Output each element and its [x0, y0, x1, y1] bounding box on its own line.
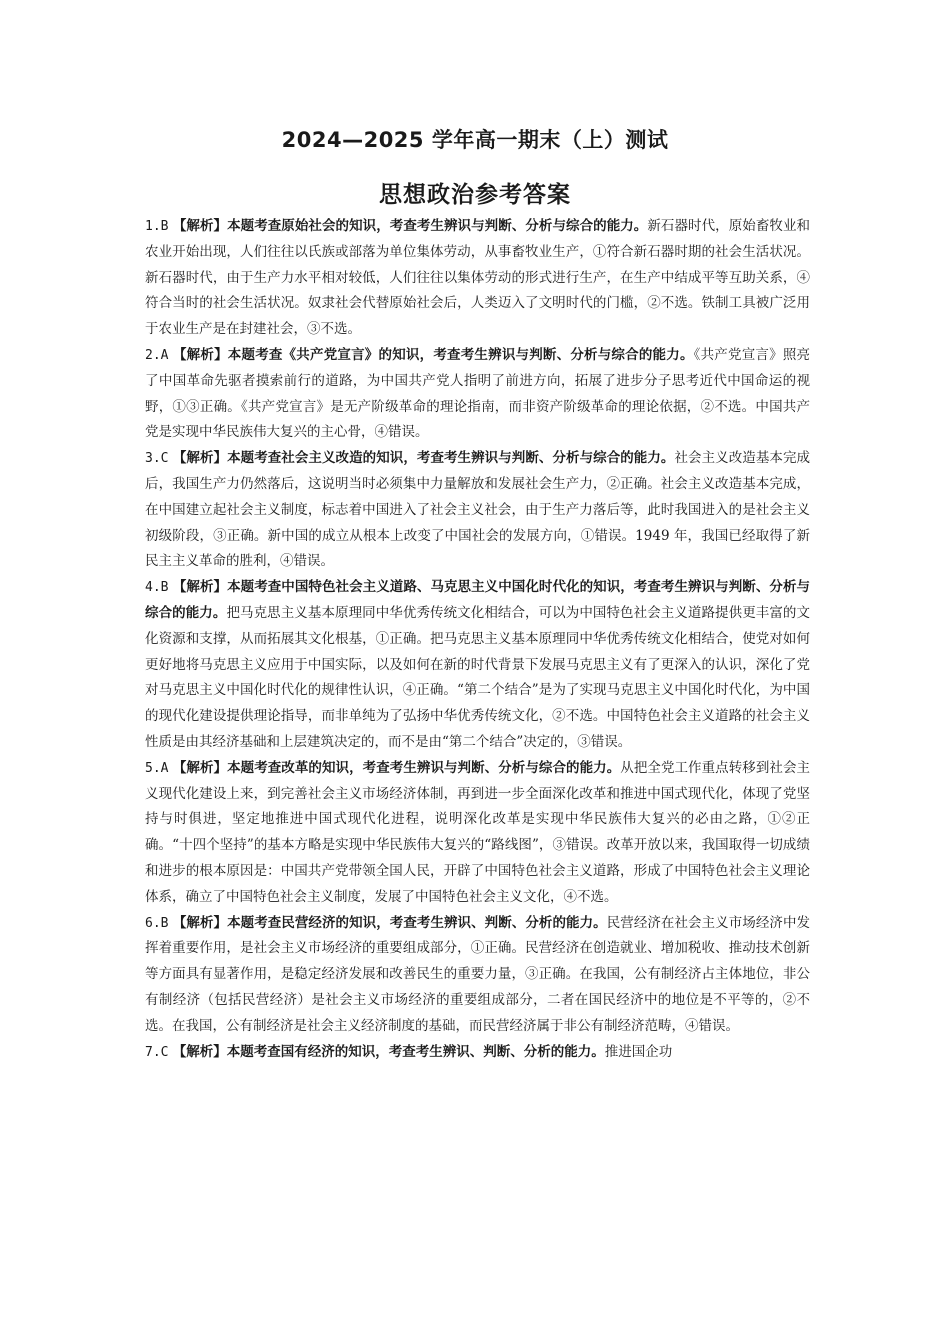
analysis-tag: 【解析】	[172, 914, 228, 931]
analysis-body: 推进国企功	[604, 1043, 673, 1060]
analysis-lead: 本题考查社会主义改造的知识，考查考生辨识与判断、分析与综合的能力。	[227, 450, 675, 467]
analysis-body: 社会主义改造基本完成后，我国生产力仍然落后，这说明当时必须集中力量解放和发展社会生产力，②正确。社会主义改造基本完成，在中国建立起社会主义制度，标志着中国进入了社会主义社会，由于生产力落后等，此时我国进入的是社会主义初级阶段，③正确。新中国的成立从根本上改变了中国社会的发展方向，①错误。1949 年，我国已经取得了新民主主义革命的胜利，④错误。	[145, 450, 811, 570]
analysis-tag: 【解析】	[172, 346, 228, 363]
analysis-body: 《共产党宣言》照亮了中国革命先驱者摸索前行的道路，为中国共产党人指明了前进方向，拓展了进步分子思考近代中国命运的视野，①③正确。《共产党宣言》是无产阶级革命的理论指南，而非资产阶级革命的理论依据，②不选。中国共产党是实现中华民族伟大复兴的主心骨，④错误。	[145, 346, 811, 441]
answer-item-6	[145, 911, 810, 1040]
answer-list	[145, 214, 810, 1065]
analysis-lead: 本题考查改革的知识，考查考生辨识与判断、分析与综合的能力。	[227, 759, 621, 776]
answer-item-2	[145, 343, 810, 446]
page-title: 2024—2025 学年高一期末（上）测试	[281, 128, 669, 152]
analysis-tag: 【解析】	[172, 759, 228, 776]
analysis-lead: 本题考查《共产党宣言》的知识，考查考生辨识与判断、分析与综合的能力。	[227, 346, 694, 363]
analysis-body: 把马克思主义基本原理同中华优秀传统文化相结合，可以为中国特色社会主义道路提供更丰富的文化资源和支撑，从而拓展其文化根基，①正确。把马克思主义基本原理同中华优秀传统文化相结合，使党对如何更好地将马克思主义应用于中国实际，以及如何在新的时代背景下发展马克思主义有了更深入的认识，深化了党对马克思主义中国化时代化的规律性认识，④正确。“第二个结合”是为了实现马克思主义中国化时代化，为中国的现代化建设提供理论指导，而非单纯为了弘扬中华优秀传统文化，②不选。中国特色社会主义道路的社会主义性质是由其经济基础和上层建筑决定的，而不是由“第二个结合”决定的，③错误。	[145, 604, 810, 750]
analysis-body: 民营经济在社会主义市场经济中发挥着重要作用，是社会主义市场经济的重要组成部分，①正确。民营经济在创造就业、增加税收、推动技术创新等方面具有显著作用，是稳定经济发展和改善民生的重要力量，③正确。在我国，公有制经济占主体地位，非公有制经济（包括民营经济）是社会主义市场经济的重要组成部分，二者在国民经济中的地位是不平等的，②不选。在我国，公有制经济是社会主义经济制度的基础，而民营经济属于非公有制经济范畴，④错误。	[145, 914, 811, 1034]
answer-number: 4.B	[145, 580, 169, 596]
analysis-tag: 【解析】	[172, 218, 228, 234]
answer-item-4	[145, 575, 810, 756]
answer-item-3	[145, 446, 810, 575]
answer-number: 5.A	[145, 760, 169, 776]
page-subtitle: 思想政治参考答案	[379, 182, 571, 208]
analysis-lead: 本题考查民营经济的知识，考查考生辨识、判断、分析的能力。	[227, 914, 607, 931]
analysis-tag: 【解析】	[172, 450, 228, 467]
analysis-tag: 【解析】	[172, 1043, 227, 1060]
answer-item-7	[145, 1040, 810, 1066]
answer-number: 2.A	[145, 347, 169, 363]
answer-item-5	[145, 756, 810, 911]
answer-number: 3.C	[145, 451, 169, 467]
analysis-body: 从把全党工作重点转移到社会主义现代化建设上来，到完善社会主义市场经济体制，再到进一步全面深化改革和推进中国式现代化，体现了党坚持与时俱进，坚定地推进中国式现代化进程，说明深化改革是实现中华民族伟大复兴的必由之路，①②正确。“十四个坚持”的基本方略是实现中华民族伟大复兴的“路线图”，③错误。改革开放以来，我国取得一切成绩和进步的根本原因是：中国共产党带领全国人民，开辟了中国特色社会主义道路，形成了中国特色社会主义理论体系，确立了中国特色社会主义制度，发展了中国特色社会主义文化，④不选。	[145, 759, 811, 905]
analysis-lead: 本题考查国有经济的知识，考查考生辨识、判断、分析的能力。	[226, 1043, 605, 1060]
answer-number: 7.C	[145, 1044, 169, 1060]
analysis-lead: 本题考查中国特色社会主义道路、马克思主义中国化时代化的知识，考查考生辨识与判断、分析与综合的能力。	[145, 579, 811, 621]
answer-number: 6.B	[145, 915, 169, 931]
analysis-tag: 【解析】	[172, 579, 228, 596]
answer-number: 1.B	[145, 219, 169, 234]
answer-item-1	[145, 214, 810, 343]
analysis-body: 新石器时代，原始畜牧业和农业开始出现，人们往往以氏族或部落为单位集体劳动，从事畜牧业生产，①符合新石器时期的社会生活状况。新石器时代，由于生产力水平相对较低，人们往往以集体劳动的形式进行生产，在生产中结成平等互助关系，④符合当时的社会生活状况。奴隶社会代替原始社会后，人类迈入了文明时代的门槛，②不选。铁制工具被广泛用于农业生产是在封建社会，③不选。	[145, 218, 811, 338]
analysis-lead: 本题考查原始社会的知识，考查考生辨识与判断、分析与综合的能力。	[227, 218, 648, 234]
